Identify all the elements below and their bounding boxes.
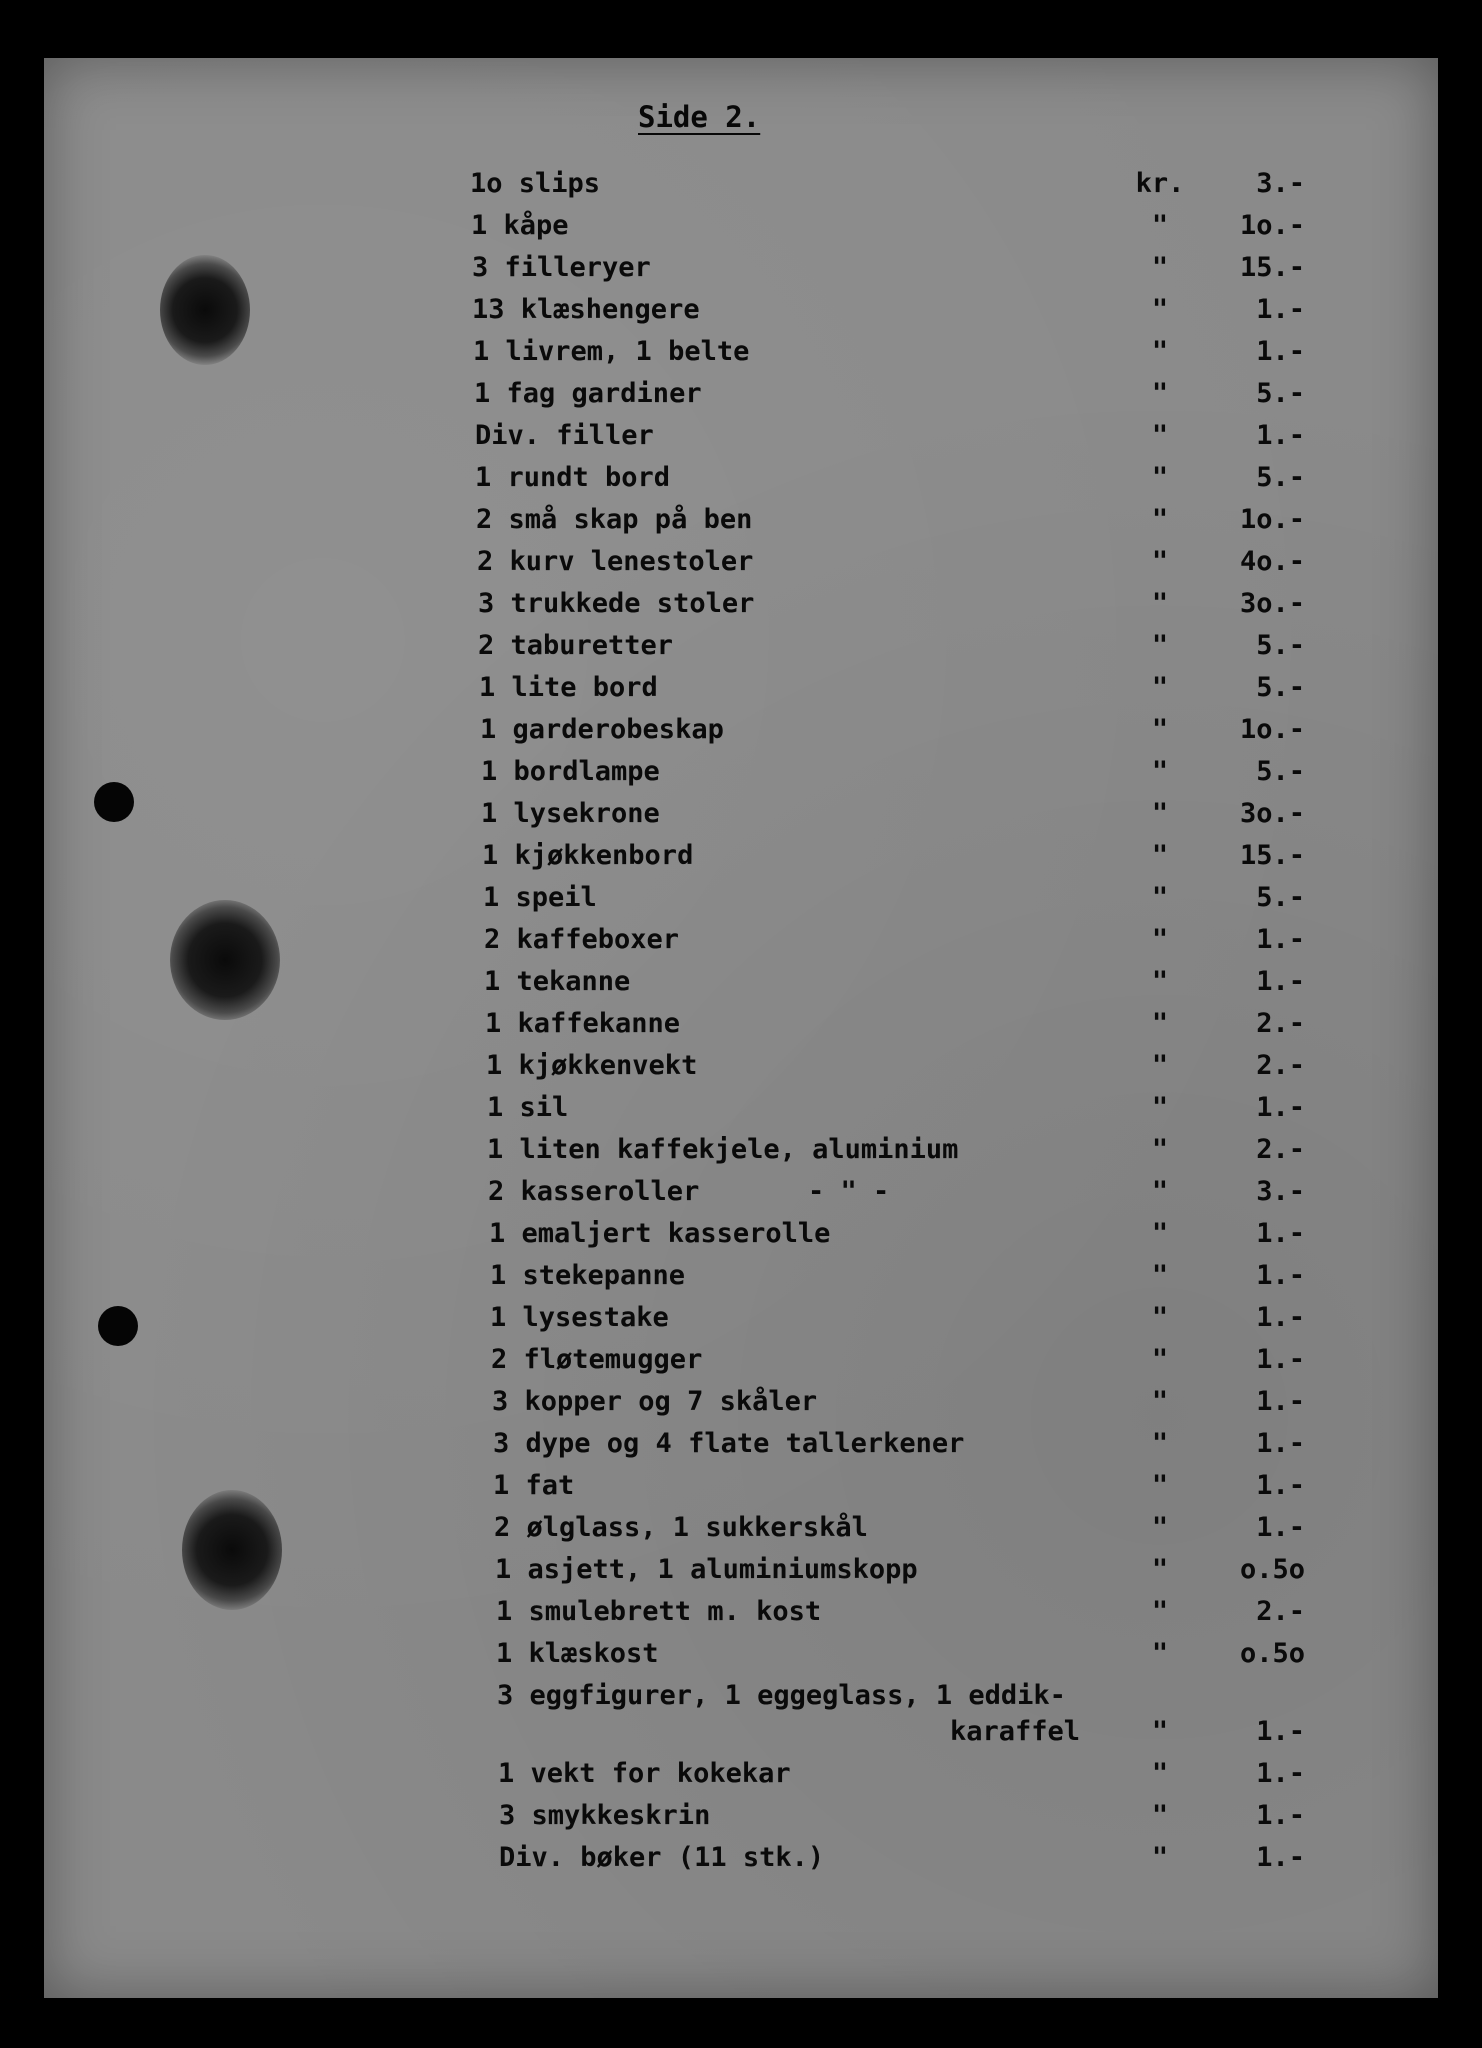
item-amount: 5.-	[1256, 378, 1305, 409]
item-amount: 5.-	[1256, 672, 1305, 703]
list-item	[0, 1554, 1482, 1594]
ditto-mark: "	[1151, 1596, 1169, 1627]
item-description: 2 kurv lenestoler	[477, 546, 754, 577]
list-item	[0, 546, 1482, 586]
list-item	[0, 294, 1482, 334]
item-description: 1 emaljert kasserolle	[489, 1218, 831, 1249]
ditto-mark: "	[1151, 1470, 1169, 1501]
list-item	[0, 840, 1482, 880]
list-item	[0, 1842, 1482, 1882]
item-description: 3 smykkeskrin	[499, 1800, 711, 1831]
list-item	[0, 1800, 1482, 1840]
item-amount: 1.-	[1256, 1716, 1305, 1747]
ditto-mark: "	[1151, 672, 1169, 703]
list-item	[0, 1386, 1482, 1426]
list-item	[0, 1596, 1482, 1636]
ditto-mark: "	[1151, 630, 1169, 661]
item-description: 2 ølglass, 1 sukkerskål	[494, 1512, 868, 1543]
list-item	[0, 378, 1482, 418]
ditto-mark: "	[1151, 1716, 1169, 1747]
item-amount: 3o.-	[1239, 588, 1305, 619]
item-description: Div. bøker (11 stk.)	[499, 1842, 825, 1873]
item-amount: 1o.-	[1239, 210, 1305, 241]
item-description: 1 smulebrett m. kost	[496, 1596, 822, 1627]
item-description: 1 garderobeskap	[480, 714, 724, 745]
item-description: 3 trukkede stoler	[478, 588, 755, 619]
ditto-mark: "	[1151, 1302, 1169, 1333]
item-amount: 3.-	[1256, 1176, 1305, 1207]
list-item	[0, 588, 1482, 628]
item-description: 1 kjøkkenvekt	[486, 1050, 698, 1081]
ditto-mark: "	[1151, 294, 1169, 325]
list-item	[0, 756, 1482, 796]
item-description: 1 kåpe	[471, 210, 569, 241]
list-item	[0, 714, 1482, 754]
ditto-mark: "	[1151, 714, 1169, 745]
ditto-mark: "	[1151, 1344, 1169, 1375]
item-amount: 2.-	[1256, 1134, 1305, 1165]
ditto-mark: "	[1151, 756, 1169, 787]
item-amount: o.5o	[1239, 1554, 1305, 1585]
list-item	[0, 1050, 1482, 1090]
ditto-mark: "	[1151, 1758, 1169, 1789]
item-amount: 1o.-	[1239, 504, 1305, 535]
item-description: 1 asjett, 1 aluminiumskopp	[495, 1554, 918, 1585]
item-description: 1o slips	[470, 168, 601, 199]
item-amount: 5.-	[1256, 462, 1305, 493]
list-item	[0, 1302, 1482, 1342]
ditto-mark: "	[1151, 1260, 1169, 1291]
ditto-mark: "	[1151, 1428, 1169, 1459]
page-title: Side 2.	[638, 100, 761, 134]
ditto-mark: "	[1151, 798, 1169, 829]
ditto-mark: "	[1151, 1008, 1169, 1039]
ditto-mark: "	[1151, 840, 1169, 871]
list-item	[0, 1344, 1482, 1384]
list-item	[0, 1008, 1482, 1048]
item-description: 1 fat	[493, 1470, 575, 1501]
list-item	[0, 336, 1482, 376]
list-item	[0, 252, 1482, 292]
ditto-mark: "	[1151, 252, 1169, 283]
list-item	[0, 966, 1482, 1006]
list-item	[0, 672, 1482, 712]
ditto-mark: "	[1151, 546, 1169, 577]
item-amount: 1.-	[1256, 1092, 1305, 1123]
item-amount: 1.-	[1256, 1470, 1305, 1501]
ditto-mark: "	[1151, 378, 1169, 409]
item-description: 1 kjøkkenbord	[482, 840, 694, 871]
item-amount: 1.-	[1256, 1302, 1305, 1333]
list-item	[0, 1680, 1482, 1747]
list-item	[0, 798, 1482, 838]
list-item	[0, 1260, 1482, 1300]
item-amount: 1.-	[1256, 1218, 1305, 1249]
item-amount: 15.-	[1239, 840, 1305, 871]
item-description: 13 klæshengere	[472, 294, 700, 325]
item-amount: 1.-	[1256, 420, 1305, 451]
item-amount: o.5o	[1239, 1638, 1305, 1669]
list-item	[0, 1428, 1482, 1468]
list-item	[0, 462, 1482, 502]
list-item	[0, 1218, 1482, 1258]
item-amount: 1.-	[1256, 1842, 1305, 1873]
ditto-mark: "	[1151, 1218, 1169, 1249]
item-description: 1 speil	[483, 882, 597, 913]
ditto-mark: "	[1151, 1800, 1169, 1831]
item-ditto-note: - " -	[808, 1176, 890, 1207]
list-item	[0, 210, 1482, 250]
list-item	[0, 630, 1482, 670]
item-amount: 1.-	[1256, 336, 1305, 367]
ditto-mark: "	[1151, 924, 1169, 955]
ditto-mark: "	[1151, 210, 1169, 241]
list-item	[0, 1512, 1482, 1552]
item-description: 1 sil	[487, 1092, 569, 1123]
list-item	[0, 168, 1482, 208]
ditto-mark: "	[1151, 336, 1169, 367]
item-amount: 1.-	[1256, 1512, 1305, 1543]
ditto-mark: "	[1151, 1386, 1169, 1417]
item-description: 3 kopper og 7 skåler	[492, 1386, 818, 1417]
list-item	[0, 1092, 1482, 1132]
ditto-mark: "	[1151, 420, 1169, 451]
item-amount: 5.-	[1256, 882, 1305, 913]
item-description: 1 fag gardiner	[474, 378, 702, 409]
item-amount: 3o.-	[1239, 798, 1305, 829]
list-item	[0, 420, 1482, 460]
ditto-mark: "	[1151, 1842, 1169, 1873]
item-description: 3 eggfigurer, 1 eggeglass, 1 eddik-	[497, 1680, 1066, 1711]
ditto-mark: "	[1151, 1134, 1169, 1165]
item-amount: 1.-	[1256, 924, 1305, 955]
ditto-mark: "	[1151, 1638, 1169, 1669]
item-description: 1 kaffekanne	[485, 1008, 681, 1039]
item-description: 1 tekanne	[484, 966, 631, 997]
item-amount: 5.-	[1256, 630, 1305, 661]
ditto-mark: "	[1151, 1176, 1169, 1207]
item-amount: 3.-	[1256, 168, 1305, 199]
item-description: 2 små skap på ben	[476, 504, 753, 535]
ditto-mark: "	[1151, 1050, 1169, 1081]
item-amount: 1.-	[1256, 1344, 1305, 1375]
item-description: 2 taburetter	[478, 630, 674, 661]
item-description: 3 filleryer	[472, 252, 651, 283]
ditto-mark: "	[1151, 504, 1169, 535]
currency-label: kr.	[1135, 168, 1185, 199]
list-item	[0, 924, 1482, 964]
item-description: 1 lite bord	[479, 672, 658, 703]
item-description: 3 dype og 4 flate tallerkener	[493, 1428, 965, 1459]
item-description: 1 liten kaffekjele, aluminium	[487, 1134, 959, 1165]
item-amount: 4o.-	[1239, 546, 1305, 577]
item-amount: 1o.-	[1239, 714, 1305, 745]
ditto-mark: "	[1151, 1512, 1169, 1543]
list-item	[0, 504, 1482, 544]
item-description: 2 kaffeboxer	[484, 924, 680, 955]
item-amount: 2.-	[1256, 1050, 1305, 1081]
item-amount: 5.-	[1256, 756, 1305, 787]
item-amount: 2.-	[1256, 1008, 1305, 1039]
list-item	[0, 1134, 1482, 1174]
item-description: 1 bordlampe	[481, 756, 660, 787]
item-amount: 1.-	[1256, 1386, 1305, 1417]
ditto-mark: "	[1151, 882, 1169, 913]
list-item	[0, 1176, 1482, 1216]
item-amount: 1.-	[1256, 1758, 1305, 1789]
ditto-mark: "	[1151, 1554, 1169, 1585]
item-description: 1 lysekrone	[481, 798, 660, 829]
list-item	[0, 1470, 1482, 1510]
item-description: 1 rundt bord	[475, 462, 671, 493]
list-item	[0, 1638, 1482, 1678]
item-description: 1 stekepanne	[490, 1260, 686, 1291]
item-description-continuation: karaffel	[950, 1716, 1081, 1747]
item-description: Div. filler	[475, 420, 654, 451]
item-amount: 1.-	[1256, 1800, 1305, 1831]
item-amount: 1.-	[1256, 966, 1305, 997]
ditto-mark: "	[1151, 462, 1169, 493]
item-amount: 15.-	[1239, 252, 1305, 283]
item-amount: 1.-	[1256, 294, 1305, 325]
item-description: 2 fløtemugger	[491, 1344, 703, 1375]
item-description: 1 lysestake	[490, 1302, 669, 1333]
item-amount: 2.-	[1256, 1596, 1305, 1627]
list-item	[0, 1758, 1482, 1798]
ditto-mark: "	[1151, 588, 1169, 619]
item-description: 2 kasseroller	[488, 1176, 700, 1207]
item-amount: 1.-	[1256, 1260, 1305, 1291]
item-description: 1 klæskost	[496, 1638, 659, 1669]
item-description: 1 vekt for kokekar	[498, 1758, 791, 1789]
ditto-mark: "	[1151, 966, 1169, 997]
ditto-mark: "	[1151, 1092, 1169, 1123]
list-item	[0, 882, 1482, 922]
item-description: 1 livrem, 1 belte	[473, 336, 750, 367]
item-amount: 1.-	[1256, 1428, 1305, 1459]
